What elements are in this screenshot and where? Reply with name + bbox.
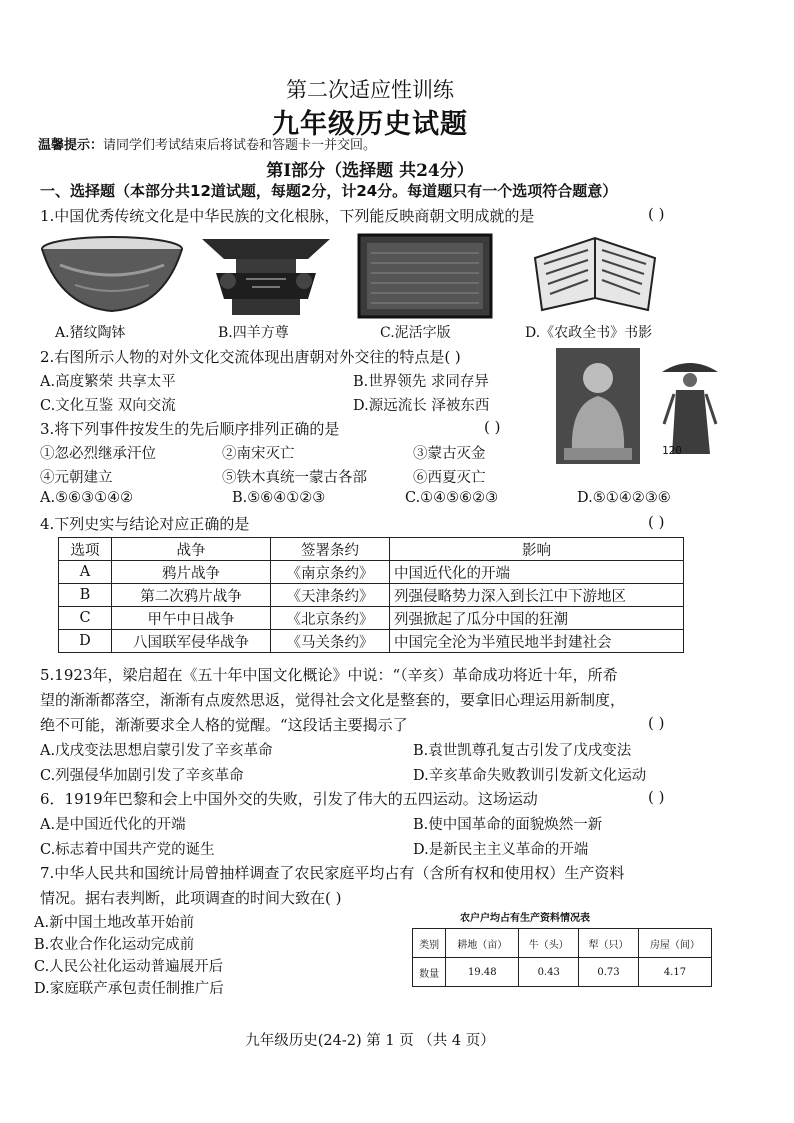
cell-treaty: 《南京条约》 xyxy=(271,561,390,584)
q7-option-b: B.农业合作化运动完成前 xyxy=(34,937,195,953)
q4-table xyxy=(58,537,684,653)
q3-option-b: B.⑤⑥④①②③ xyxy=(232,490,326,506)
table-row xyxy=(413,958,712,987)
tip-text: 请同学们考试结束后将试卷和答题卡一并交回。 xyxy=(103,138,377,153)
q4-stem: 4.下列史实与结论对应正确的是 xyxy=(40,515,250,533)
image-number: 120 xyxy=(662,444,682,457)
q2-option-d: D.源远流长 泽被东西 xyxy=(353,398,490,414)
q3-option-a: A.⑤⑥③①④② xyxy=(40,490,134,506)
q5-answer-blank: ( ) xyxy=(648,714,665,732)
q6-answer-blank: ( ) xyxy=(648,788,665,806)
cell-war: 甲午中日战争 xyxy=(112,607,271,630)
cell-war: 第二次鸦片战争 xyxy=(112,584,271,607)
q1-option-b: B.四羊方尊 xyxy=(218,325,289,341)
book-pages-image xyxy=(530,228,660,320)
cell-impact: 中国近代化的开端 xyxy=(390,561,684,584)
cell-option: D xyxy=(59,630,112,653)
section-heading: 一、选择题（本部分共12道试题，每题2分，计24分。每道题只有一个选项符合题意） xyxy=(40,182,618,200)
q7-option-a: A.新中国土地改革开始前 xyxy=(34,915,195,931)
q7-line-1: 7.中华人民共和国统计局曾抽样调查了农民家庭平均占有（含所有权和使用权）生产资料 xyxy=(40,864,625,882)
q3-event-2: ②南宋灭亡 xyxy=(222,446,295,462)
cell-war: 八国联军侵华战争 xyxy=(112,630,271,653)
table-row xyxy=(59,607,684,630)
q1-option-c: C.泥活字版 xyxy=(380,325,451,341)
cell-plough: 0.73 xyxy=(579,958,639,987)
cell-war: 鸦片战争 xyxy=(112,561,271,584)
q3-option-c: C.①④⑤⑥②③ xyxy=(405,490,499,506)
q7-option-d: D.家庭联产承包责任制推广后 xyxy=(34,981,224,997)
cell-house: 4.17 xyxy=(638,958,711,987)
col-header-farmland: 耕地（亩） xyxy=(446,929,519,958)
cell-farmland: 19.48 xyxy=(446,958,519,987)
table-row xyxy=(59,561,684,584)
seated-monk-statue-image xyxy=(556,348,640,464)
part-heading: 第Ⅰ部分（选择题 共24分） xyxy=(266,161,474,181)
q3-event-4: ④元朝建立 xyxy=(40,470,113,486)
q3-stem: 3.将下列事件按发生的先后顺序排列正确的是 xyxy=(40,420,340,438)
clay-movable-type-image xyxy=(357,233,493,319)
cell-label: 数量 xyxy=(413,958,446,987)
col-header-option: 选项 xyxy=(59,538,112,561)
q5-option-d: D.辛亥革命失败教训引发新文化运动 xyxy=(413,768,647,784)
col-header-treaty: 签署条约 xyxy=(271,538,390,561)
q7-line-2: 情况。据右表判断，此项调查的时间大致在( ) xyxy=(40,889,342,907)
q1-answer-blank: ( ) xyxy=(648,205,665,223)
col-header-cattle: 牛（头） xyxy=(519,929,579,958)
q1-option-d: D.《农政全书》书影 xyxy=(525,325,653,341)
col-header-plough: 犁（只） xyxy=(579,929,639,958)
cell-option: A xyxy=(59,561,112,584)
page-title: 九年级历史试题 xyxy=(272,109,468,140)
q2-option-a: A.高度繁荣 共享太平 xyxy=(40,374,176,390)
q3-event-5: ⑤铁木真统一蒙古各部 xyxy=(222,470,367,486)
q2-option-c: C.文化互鉴 双向交流 xyxy=(40,398,176,414)
q5-line-2: 望的渐渐都落空，渐渐有点废然思返，觉得社会文化是整套的，要拿旧心理运用新制度， xyxy=(40,691,626,709)
cell-impact: 列强侵略势力深入到长江中下游地区 xyxy=(390,584,684,607)
q2-stem: 2.右图所示人物的对外文化交流体现出唐朝对外交往的特点是( ) xyxy=(40,348,461,366)
cell-impact: 列强掀起了瓜分中国的狂潮 xyxy=(390,607,684,630)
q5-option-a: A.戊戌变法思想启蒙引发了辛亥革命 xyxy=(40,743,273,759)
table-row xyxy=(59,584,684,607)
q6-option-d: D.是新民主主义革命的开端 xyxy=(413,842,589,858)
q7-table xyxy=(412,928,712,987)
q5-option-c: C.列强侵华加剧引发了辛亥革命 xyxy=(40,768,244,784)
cell-cattle: 0.43 xyxy=(519,958,579,987)
col-header-category: 类别 xyxy=(413,929,446,958)
q3-option-d: D.⑤①④②③⑥ xyxy=(577,490,671,506)
q3-event-3: ③蒙古灭金 xyxy=(413,446,486,462)
q6-option-b: B.使中国革命的面貌焕然一新 xyxy=(413,817,603,833)
pottery-bowl-image xyxy=(40,235,184,315)
cell-treaty: 《马关条约》 xyxy=(271,630,390,653)
bronze-zun-image xyxy=(196,235,336,317)
q4-answer-blank: ( ) xyxy=(648,513,665,531)
q7-table-caption: 农户户均占有生产资料情况表 xyxy=(460,913,590,924)
q5-line-1: 5.1923年，梁启超在《五十年中国文化概论》中说：“（辛亥）革命成功将近十年，所希 xyxy=(40,666,618,684)
q1-stem: 1.中国优秀传统文化是中华民族的文化根脉，下列能反映商朝文明成就的是 xyxy=(40,207,535,225)
cell-treaty: 《天津条约》 xyxy=(271,584,390,607)
col-header-war: 战争 xyxy=(112,538,271,561)
q3-answer-blank: ( ) xyxy=(484,418,501,436)
cell-treaty: 《北京条约》 xyxy=(271,607,390,630)
table-row xyxy=(59,630,684,653)
col-header-impact: 影响 xyxy=(390,538,684,561)
tip-label: 温馨提示： xyxy=(38,138,104,153)
cell-impact: 中国完全沦为半殖民地半封建社会 xyxy=(390,630,684,653)
q3-event-1: ①忽必烈继承汗位 xyxy=(40,446,156,462)
q6-option-c: C.标志着中国共产党的诞生 xyxy=(40,842,215,858)
q5-line-3: 绝不可能，渐渐要求全人格的觉醒。“这段话主要揭示了 xyxy=(40,716,408,734)
col-header-house: 房屋（间） xyxy=(638,929,711,958)
q6-stem: 6．1919年巴黎和会上中国外交的失败，引发了伟大的五四运动。这场运动 xyxy=(40,790,538,808)
q3-event-6: ⑥西夏灭亡 xyxy=(413,470,486,486)
tip-line xyxy=(38,134,376,153)
q5-option-b: B.袁世凯尊孔复古引发了戊戌变法 xyxy=(413,743,632,759)
cell-option: B xyxy=(59,584,112,607)
q2-option-b: B.世界领先 求同存异 xyxy=(353,374,489,390)
page-footer: 九年级历史(24-2) 第 1 页 （共 4 页） xyxy=(245,1033,495,1049)
q7-option-c: C.人民公社化运动普遍展开后 xyxy=(34,959,224,975)
table-header-row xyxy=(413,929,712,958)
cell-option: C xyxy=(59,607,112,630)
q6-option-a: A.是中国近代化的开端 xyxy=(40,817,186,833)
subtitle: 第二次适应性训练 xyxy=(286,78,454,102)
table-header-row xyxy=(59,538,684,561)
q1-option-a: A.猪纹陶钵 xyxy=(55,325,126,341)
